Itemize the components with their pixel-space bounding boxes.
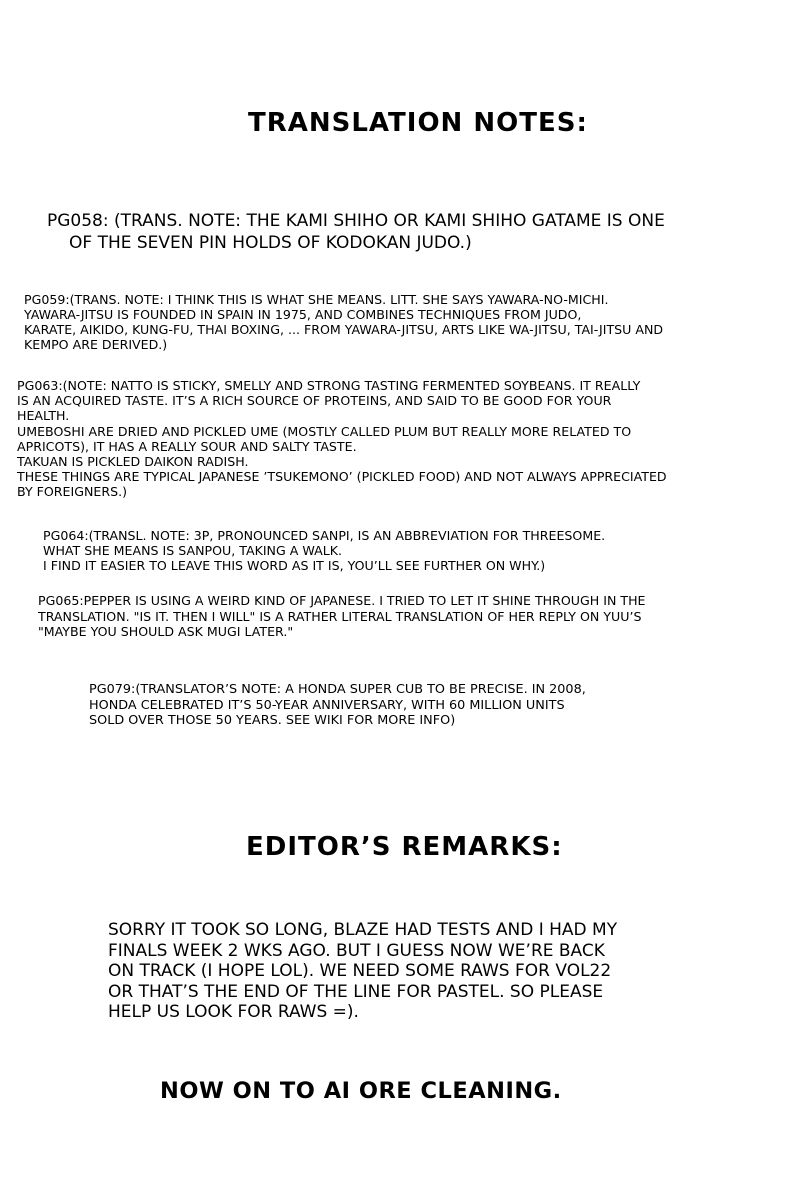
note-line: HONDA CELEBRATED IT’S 50-YEAR ANNIVERSARY, WITH 60 MILLION UNITS — [89, 697, 565, 713]
note-line: IS AN ACQUIRED TASTE. IT’S A RICH SOURCE OF PROTEINS, AND SAID TO BE GOOD FOR YOUR — [17, 393, 612, 409]
note-line: PG079:(TRANSLATOR’S NOTE: A HONDA SUPER CUB TO BE PRECISE. IN 2008, — [89, 682, 586, 697]
note-line: YAWARA-JITSU IS FOUNDED IN SPAIN IN 1975, AND COMBINES TECHNIQUES FROM JUDO, — [24, 307, 582, 322]
translation-note-pg059 — [24, 292, 663, 352]
note-line: HEALTH. — [17, 408, 70, 424]
note-line: TAKUAN IS PICKLED DAIKON RADISH. — [17, 454, 249, 470]
note-line: OF THE SEVEN PIN HOLDS OF KODOKAN JUDO.) — [69, 233, 472, 253]
translation-note-pg079 — [89, 682, 586, 729]
translation-note-pg063 — [17, 378, 667, 500]
translation-note-pg065 — [38, 593, 646, 640]
note-line: KARATE, AIKIDO, KUNG-FU, THAI BOXING, ... FROM YAWARA-JITSU, ARTS LIKE WA-JITSU, TAI-JITSU AND — [24, 322, 664, 337]
note-line: WHAT SHE MEANS IS SANPOU, TAKING A WALK. — [43, 543, 343, 558]
remarks-line: OR THAT’S THE END OF THE LINE FOR PASTEL. SO PLEASE — [108, 981, 604, 1002]
remarks-line: ON TRACK (I HOPE LOL). WE NEED SOME RAWS FOR VOL22 — [108, 961, 612, 981]
closing-statement: NOW ON TO AI ORE CLEANING. — [160, 1078, 562, 1104]
note-line: TRANSLATION. "IS IT. THEN I WILL" IS A RATHER LITERAL TRANSLATION OF HER REPLY ON YUU’S — [38, 608, 642, 624]
note-line: THESE THINGS ARE TYPICAL JAPANESE ’TSUKEMONO’ (PICKLED FOOD) AND NOT ALWAYS APPRECIATED — [17, 469, 667, 485]
note-line: SOLD OVER THOSE 50 YEARS. SEE WIKI FOR MORE INFO) — [89, 713, 456, 728]
note-line: I FIND IT EASIER TO LEAVE THIS WORD AS IT IS, YOU’LL SEE FURTHER ON WHY.) — [43, 558, 546, 573]
note-line: PG063:(NOTE: NATTO IS STICKY, SMELLY AND STRONG TASTING FERMENTED SOYBEANS. IT REALLY — [17, 378, 641, 393]
translation-notes-title: TRANSLATION NOTES: — [248, 108, 588, 138]
note-line: UMEBOSHI ARE DRIED AND PICKLED UME (MOSTLY CALLED PLUM BUT REALLY MORE RELATED TO — [17, 423, 632, 439]
note-line: PG064:(TRANSL. NOTE: 3P, PRONOUNCED SANPI, IS AN ABBREVIATION FOR THREESOME. — [43, 528, 606, 543]
remarks-line: HELP US LOOK FOR RAWS =). — [108, 1002, 359, 1022]
note-line: "MAYBE YOU SHOULD ASK MUGI LATER." — [38, 624, 294, 639]
editor-remarks-body — [108, 920, 617, 1023]
note-line: APRICOTS), IT HAS A REALLY SOUR AND SALTY TASTE. — [17, 438, 357, 454]
note-line: PG065:PEPPER IS USING A WEIRD KIND OF JAPANESE. I TRIED TO LET IT SHINE THROUGH IN THE — [38, 593, 646, 608]
remarks-line: SORRY IT TOOK SO LONG, BLAZE HAD TESTS AND I HAD MY — [108, 920, 618, 940]
translation-note-pg058 — [47, 210, 665, 254]
editor-remarks-title: EDITOR’S REMARKS: — [246, 832, 563, 862]
note-line: PG058: (TRANS. NOTE: THE KAMI SHIHO OR KAMI SHIHO GATAME IS ONE — [47, 211, 665, 231]
note-line: KEMPO ARE DERIVED.) — [24, 337, 168, 352]
translation-note-pg064 — [43, 528, 605, 573]
remarks-line: FINALS WEEK 2 WKS AGO. BUT I GUESS NOW WE’RE BACK — [108, 940, 605, 961]
note-line: BY FOREIGNERS.) — [17, 484, 128, 500]
note-line: PG059:(TRANS. NOTE: I THINK THIS IS WHAT SHE MEANS. LITT. SHE SAYS YAWARA-NO-MICHI. — [24, 292, 609, 307]
